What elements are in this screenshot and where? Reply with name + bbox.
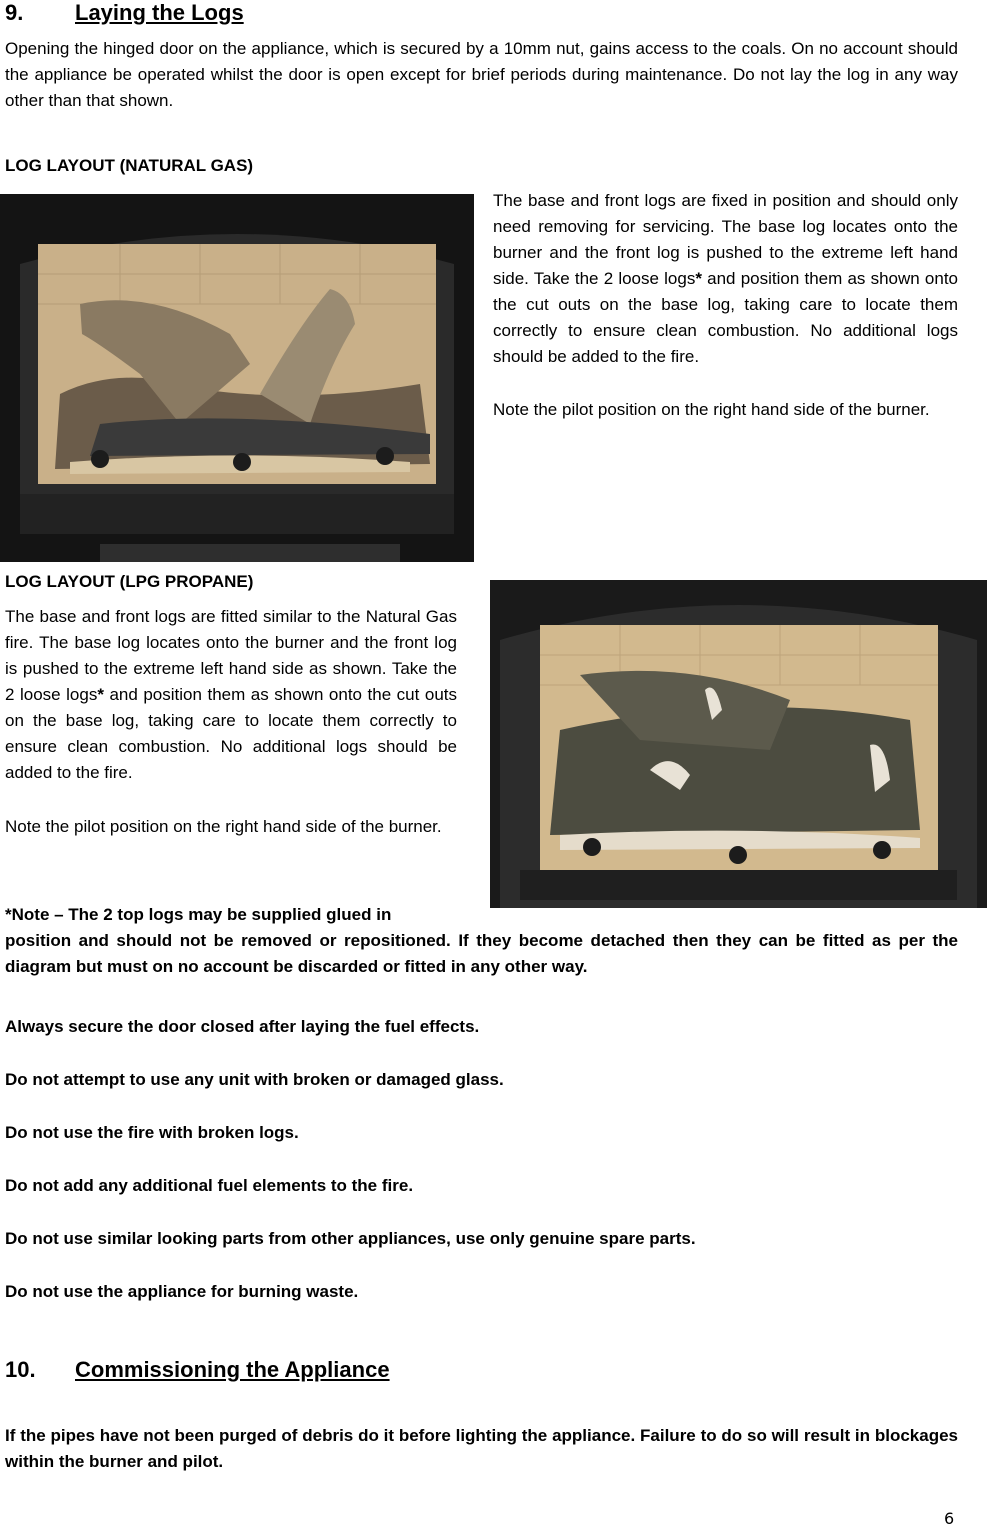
- lpg-paragraph: [5, 604, 457, 786]
- warning-item: Do not use the fire with broken logs.: [5, 1123, 299, 1142]
- warning-item: Do not attempt to use any unit with broken or damaged glass.: [5, 1070, 504, 1089]
- lpg-text-b: and position them as shown onto the cut outs on the base log, taking care to locate them correctly to ensure clean combustion. No additional logs should be added to the fire.: [5, 685, 457, 782]
- page-number: 6: [944, 1509, 955, 1528]
- section-10-text: If the pipes have not been purged of debris do it before lighting the appliance. Failure to do so will result in blockages within the burner and pilot.: [5, 1426, 958, 1471]
- warning-item: Do not use similar looking parts from other appliances, use only genuine spare parts.: [5, 1229, 696, 1248]
- lpg-pilot-note: Note the pilot position on the right hand side of the burner.: [5, 817, 442, 836]
- fireplace-natural-gas-image: [0, 194, 474, 562]
- natural-gas-text-b: and position them as shown onto the cut outs on the base log, taking care to locate them correctly to ensure clean combustion. No additional logs should be added to the fire.: [493, 269, 958, 366]
- section-title: Commissioning the Appliance: [75, 1357, 390, 1382]
- asterisk: *: [695, 269, 702, 288]
- lpg-log-photo: [490, 580, 987, 908]
- natural-gas-heading: LOG LAYOUT (NATURAL GAS): [5, 156, 254, 175]
- section-9-intro: Opening the hinged door on the appliance, which is secured by a 10mm nut, gains access to the coals. On no account should the appliance be operated whilst the door is open except for brief periods during maintenance. Do not lay the log in any way other than that shown.: [5, 39, 958, 110]
- warning-item: Always secure the door closed after laying the fuel effects.: [5, 1017, 480, 1036]
- section-number: 10.: [5, 1357, 36, 1382]
- asterisk: *: [97, 685, 104, 704]
- section-9-heading: [5, 0, 905, 26]
- natural-gas-pilot-note: Note the pilot position on the right hand side of the burner.: [493, 400, 930, 419]
- lpg-text-a: The base and front logs are fitted similar to the Natural Gas fire. The base log locates onto the burner and the front log is pushed to the extreme left hand side as shown. Take the 2 loose logs: [5, 607, 457, 704]
- natural-gas-paragraph: [493, 188, 958, 370]
- warning-item: Do not add any additional fuel elements to the fire.: [5, 1176, 414, 1195]
- section-number: 9.: [5, 0, 24, 25]
- lpg-heading: LOG LAYOUT (LPG PROPANE): [5, 572, 254, 591]
- note-first-line: *Note – The 2 top logs may be supplied glued in: [5, 905, 392, 924]
- warnings-list: [5, 1014, 958, 1305]
- note-continuation: position and should not be removed or repositioned. If they become detached then they can be fitted as per the diagram but must on no account be discarded or fitted in any other way.: [5, 931, 958, 976]
- section-title: Laying the Logs: [75, 0, 244, 25]
- fireplace-lpg-image: [490, 580, 987, 908]
- warning-item: Do not use the appliance for burning waste.: [5, 1282, 359, 1301]
- natural-gas-text-a: The base and front logs are fixed in position and should only need removing for servicing. The base log locates onto the burner and the front log is pushed to the extreme left hand side. Take the 2 loose logs: [493, 191, 958, 288]
- natural-gas-log-photo: [0, 194, 474, 562]
- section-10-heading: [5, 1357, 905, 1383]
